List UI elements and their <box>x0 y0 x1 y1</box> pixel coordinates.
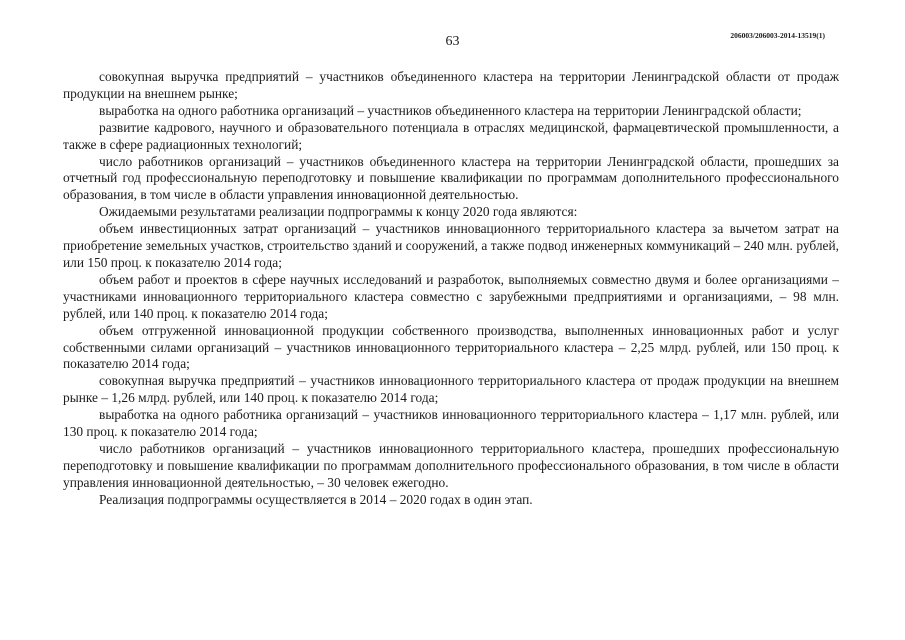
paragraph: совокупная выручка предприятий – участников инновационного территориального кластера от продаж продукции на внешнем рынке – 1,26 млрд. рублей, или 140 проц. к показателю 2014 года; <box>63 373 839 406</box>
paragraph: выработка на одного работника организаций – участников объединенного кластера на территории Ленинградской области; <box>99 102 802 118</box>
paragraph: совокупная выручка предприятий – участников объединенного кластера на территории Ленинградской области от продаж продукции на внешнем рынке; <box>63 69 839 101</box>
document-code: 206003/206003-2014-13519(1) <box>730 31 825 40</box>
paragraph: развитие кадрового, научного и образовательного потенциала в отраслях медицинской, фармацевтической промышленности, а также в сфере радиационных технологий; <box>63 119 839 152</box>
paragraph: число работников организаций – участников инновационного территориального кластера, прошедших профессиональную переподготовку и повышение квалификации по программам дополнительного профессионального образования, в том числе в области управления инновационной деятельностью, – 30 человек ежегодно. <box>63 440 839 490</box>
paragraph: объем отгруженной инновационной продукции собственного производства, выполненных инновационных работ и услуг собственными силами организаций – участников инновационного территориального кластера – 2,25 млрд. рублей, или 150 проц. к показателю 2014 года; <box>63 322 839 372</box>
document-body <box>63 69 839 509</box>
page-number: 63 <box>445 34 460 49</box>
paragraph: выработка на одного работника организаций – участников инновационного территориального кластера – 1,17 млн. рублей, или 130 проц. к показателю 2014 года; <box>63 407 839 440</box>
paragraph: Реализация подпрограммы осуществляется в 2014 – 2020 годах в один этап. <box>99 491 533 507</box>
paragraph: объем работ и проектов в сфере научных исследований и разработок, выполняемых совместно двумя и более организациями – участниками инновационного территориального кластера совместно с зарубежными предприятиями и организациями, – 98 млн. рублей, или 140 проц. к показателю 2014 года; <box>63 271 839 321</box>
paragraph: объем инвестиционных затрат организаций – участников инновационного территориального кластера за вычетом затрат на приобретение земельных участков, строительство зданий и сооружений, а также подвод инженерных коммуникаций – 240 млн. рублей, или 150 проц. к показателю 2014 года; <box>63 221 839 270</box>
paragraph: число работников организаций – участников объединенного кластера на территории Ленинградской области, прошедших за отчетный год профессиональную переподготовку и повышение квалификации по программам дополнительного профессионального образования, в том числе в области управления инновационной деятельностью. <box>63 153 839 203</box>
paragraph: Ожидаемыми результатами реализации подпрограммы к концу 2020 года являются: <box>99 204 578 220</box>
